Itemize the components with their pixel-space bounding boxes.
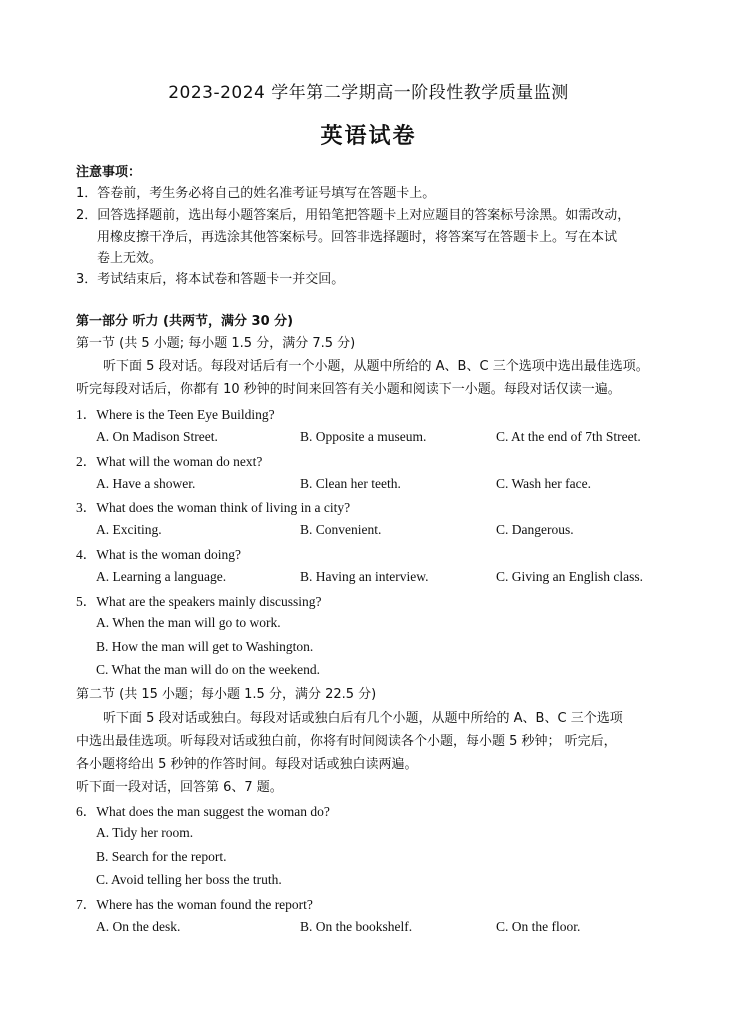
section2-instructions: 听下面 5 段对话或独白。每段对话或独白后有几个小题，从题中所给的 A、B、C 三个选项 — [103, 711, 623, 726]
option-a: A. Exciting. — [96, 522, 162, 537]
option-a: A. When the man will go to work. — [96, 615, 281, 630]
option-b: B. Convenient. — [300, 522, 382, 537]
section1-heading: 第一节 (共 5 小题; 每小题 1.5 分，满分 7.5 分) — [76, 336, 356, 351]
option-b: B. Opposite a museum. — [300, 429, 427, 444]
option-c: C. Avoid telling her boss the truth. — [96, 872, 282, 887]
option-c: C. Dangerous. — [496, 522, 574, 537]
option-b: B. How the man will get to Washington. — [96, 639, 314, 654]
section2-instructions: 听下面一段对话，回答第 6、7 题。 — [76, 780, 283, 795]
part1-heading: 第一部分 听力 (共两节，满分 30 分) — [76, 314, 294, 329]
question-stem: 1．Where is the Teen Eye Building? — [76, 407, 275, 422]
section1-instructions: 听下面 5 段对话。每段对话后有一个小题，从题中所给的 A、B、C 三个选项中选出最佳选项。 — [103, 359, 649, 374]
question-stem: 6．What does the man suggest the woman do? — [76, 804, 330, 819]
exam-title: 2023-2024 学年第二学期高一阶段性教学质量监测 — [168, 83, 569, 103]
note-item: 3．考试结束后，将本试卷和答题卡一并交回。 — [76, 272, 345, 287]
question-stem: 4．What is the woman doing? — [76, 547, 241, 562]
option-b: B. Clean her teeth. — [300, 476, 401, 491]
option-a: A. Tidy her room. — [96, 825, 194, 840]
note-item: 2．回答选择题前，选出每小题答案后，用铅笔把答题卡上对应题目的答案标号涂黑。如需改动， — [76, 208, 631, 223]
exam-subtitle: 英语试卷 — [320, 124, 417, 149]
note-item: 用橡皮擦干净后，再选涂其他答案标号。回答非选择题时，将答案写在答题卡上。写在本试 — [97, 230, 618, 245]
option-c: C. At the end of 7th Street. — [496, 429, 641, 444]
note-item: 1．答卷前，考生务必将自己的姓名准考证号填写在答题卡上。 — [76, 186, 436, 201]
option-c: C. Giving an English class. — [496, 569, 643, 584]
note-item: 卷上无效。 — [97, 251, 163, 266]
option-b: B. Search for the report. — [96, 849, 227, 864]
option-c: C. What the man will do on the weekend. — [96, 662, 320, 677]
question-stem: 2．What will the woman do next? — [76, 454, 263, 469]
option-a: A. On the desk. — [96, 919, 181, 934]
notes-heading: 注意事项： — [76, 165, 142, 180]
option-c: C. Wash her face. — [496, 476, 592, 491]
section2-instructions: 各小题将给出 5 秒钟的作答时间。每段对话或独白读两遍。 — [76, 757, 418, 772]
option-a: A. Learning a language. — [96, 569, 227, 584]
option-b: B. On the bookshelf. — [300, 919, 413, 934]
option-a: A. On Madison Street. — [96, 429, 218, 444]
question-stem: 7．Where has the woman found the report? — [76, 897, 313, 912]
section2-heading: 第二节 (共 15 小题；每小题 1.5 分，满分 22.5 分) — [76, 687, 377, 702]
section1-instructions: 听完每段对话后，你都有 10 秒钟的时间来回答有关小题和阅读下一小题。每段对话仅读一遍。 — [76, 382, 621, 397]
option-c: C. On the floor. — [496, 919, 581, 934]
section2-instructions: 中选出最佳选项。听每段对话或独白前，你将有时间阅读各个小题，每小题 5 秒钟； 听完后， — [76, 734, 617, 749]
question-stem: 5．What are the speakers mainly discussing? — [76, 594, 322, 609]
question-stem: 3．What does the woman think of living in a city? — [76, 500, 351, 515]
option-b: B. Having an interview. — [300, 569, 429, 584]
option-a: A. Have a shower. — [96, 476, 196, 491]
